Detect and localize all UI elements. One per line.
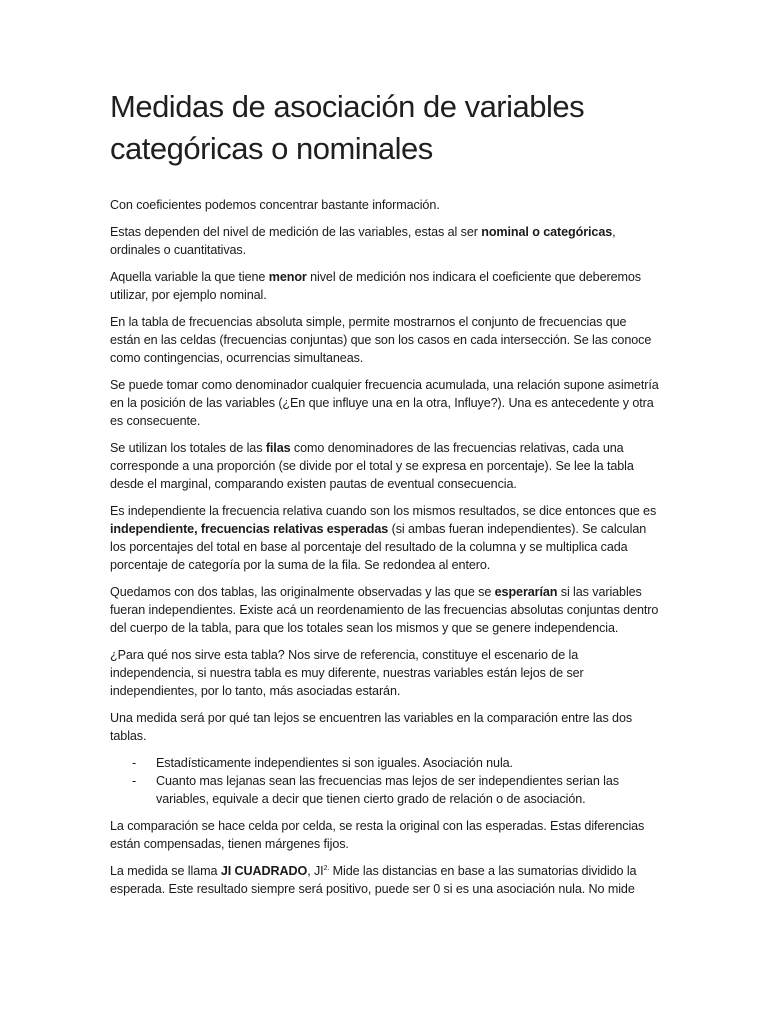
paragraph-6: Se utilizan los totales de las filas como denominadores de las frecuencias relativas, cada una corresponde a una proporción (se divide por el total y se expresa en porcentaje). Se lee la tabla desde el marginal, comparando existen pautas de eventual consecuencia. <box>110 441 634 491</box>
document-title: Medidas de asociación de variables categóricas o nominales <box>110 89 585 166</box>
paragraph-1: Con coeficientes podemos concentrar bastante información. <box>110 198 440 212</box>
bold-term: filas <box>265 441 291 455</box>
paragraph-4: En la tabla de frecuencias absoluta simple, permite mostrarnos el conjunto de frecuencias que están en las celdas (frecuencias conjuntas) que son los casos en cada intersección. Se las conoce como contingencias, ocurrencias simultaneas. <box>110 315 652 365</box>
list-item: - Estadísticamente independientes si son iguales. Asociación nula. <box>132 756 513 770</box>
paragraph-9: ¿Para qué nos sirve esta tabla? Nos sirve de referencia, constituye el escenario de la independencia, si nuestra tabla es muy diferente, nuestras variables están lejos de ser independientes, por lo tanto, más asociadas estarán. <box>110 648 584 698</box>
bullet-dash: - <box>132 774 137 788</box>
bold-term: independiente, frecuencias relativas esperadas <box>110 522 389 536</box>
paragraph-5: Se puede tomar como denominador cualquier frecuencia acumulada, una relación supone asimetría en la posición de las variables (¿En que influye una en la otra, Influye?). Una es antecedente y otra es consecuente. <box>110 378 659 428</box>
paragraph-8: Quedamos con dos tablas, las originalmente observadas y las que se esperarían si las variables fueran independientes. Existe acá un reordenamiento de las frecuencias absolutas conjuntas dentro del cuerpo de la tabla, para que los totales sean los mismos y que se genere independencia. <box>110 585 659 635</box>
paragraph-12: La medida se llama JI CUADRADO, $JI^{2.}$ Mide las distancias en base a las sumatorias dividido la esperada. Este resultado siempre será positivo, puede ser 0 si es una asociación nula. No mide <box>110 864 637 896</box>
document-body <box>110 196 660 907</box>
bold-term: JI CUADRADO <box>220 864 308 878</box>
bold-term: esperarían <box>494 585 558 599</box>
paragraph-2: Estas dependen del nivel de medición de las variables, estas al ser nominal o categóricas, ordinales o cuantitativas. <box>110 225 616 257</box>
paragraph-3: Aquella variable la que tiene menor nivel de medición nos indicara el coeficiente que deberemos utilizar, por ejemplo nominal. <box>110 270 641 302</box>
bullet-dash: - <box>132 756 137 770</box>
bullet-list <box>110 754 660 808</box>
paragraph-11: La comparación se hace celda por celda, se resta la original con las esperadas. Estas diferencias están compensadas, tienen márgenes fijos. <box>110 819 645 851</box>
superscript: 2. <box>323 864 330 872</box>
paragraph-10: Una medida será por qué tan lejos se encuentren las variables en la comparación entre las dos tablas. <box>110 711 633 743</box>
paragraph-7: Es independiente la frecuencia relativa cuando son los mismos resultados, se dice entonces que es independiente, frecuencias relativas esperadas (si ambas fueran independientes). Se calculan los porcentajes del total en base al porcentaje del resultado de la columna y se multiplica cada porcentaje de categoría por la suma de la fila. Se redondea al entero. <box>110 504 657 572</box>
bold-term: nominal o categóricas <box>481 225 613 239</box>
bold-term: menor <box>268 270 307 284</box>
list-item: - Cuanto mas lejanas sean las frecuencias mas lejos de ser independientes serian las variables, equivale a decir que tienen cierto grado de relación o de asociación. <box>132 774 619 806</box>
